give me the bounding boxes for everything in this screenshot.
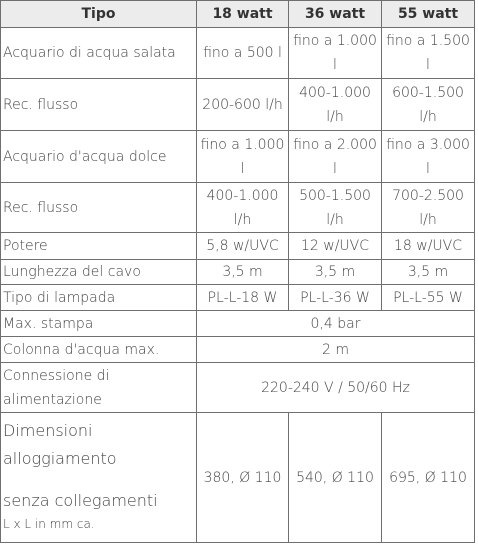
cell-36w: fino a 2.000 l [289, 131, 382, 183]
row-power-supply [1, 363, 475, 413]
cell-36w: 12 w/UVC [289, 233, 382, 260]
row-salt-aquarium [1, 28, 475, 79]
row-fresh-flow [1, 183, 475, 233]
cell-55w: 600-1.500 l/h [382, 79, 475, 131]
header-36-watt: 36 watt [289, 1, 382, 28]
cell-36w: 3,5 m [289, 260, 382, 285]
row-label: Tipo di lampada [1, 285, 197, 311]
cell-36w: 500-1.500 l/h [289, 183, 382, 233]
cell-55w: 3,5 m [382, 260, 475, 285]
cell-18w: 3,5 m [197, 260, 289, 285]
cell-all-models: 220-240 V / 50/60 Hz [197, 363, 475, 413]
header-55-watt: 55 watt [382, 1, 475, 28]
cell-55w: 695, Ø 110 [382, 413, 475, 543]
row-label: Acquario di acqua salata [1, 28, 197, 79]
cell-all-models: 0,4 bar [197, 311, 475, 337]
row-power [1, 233, 475, 260]
row-label: Potere [1, 233, 197, 260]
row-cable-length [1, 260, 475, 285]
label-line-1: Dimensioni [3, 421, 93, 440]
header-18-watt: 18 watt [197, 1, 289, 28]
row-label: Colonna d'acqua max. [1, 337, 197, 363]
row-salt-flow [1, 79, 475, 131]
header-tipo: Tipo [1, 1, 197, 28]
row-label: Rec. flusso [1, 79, 197, 131]
cell-55w: 700-2.500 l/h [382, 183, 475, 233]
row-lamp-type [1, 285, 475, 311]
label-line-2: alloggiamento [3, 449, 117, 468]
cell-55w: fino a 1.500 l [382, 28, 475, 79]
cell-36w: PL-L-36 W [289, 285, 382, 311]
row-label: Rec. flusso [1, 183, 197, 233]
cell-18w: fino a 1.000 l [197, 131, 289, 183]
cell-all-models: 2 m [197, 337, 475, 363]
cell-18w: fino a 500 l [197, 28, 289, 79]
header-row [1, 1, 475, 28]
cell-18w: PL-L-18 W [197, 285, 289, 311]
label-line-3: senza collegamenti [3, 491, 158, 510]
row-max-pressure [1, 311, 475, 337]
row-fresh-aquarium [1, 131, 475, 183]
row-label: Acquario d'acqua dolce [1, 131, 197, 183]
cell-36w: fino a 1.000 l [289, 28, 382, 79]
cell-36w: 400-1.000 l/h [289, 79, 382, 131]
label-line-4: L x L in mm ca. [3, 517, 95, 531]
cell-18w: 400-1.000 l/h [197, 183, 289, 233]
row-label: Max. stampa [1, 311, 197, 337]
row-housing-dimensions [1, 413, 475, 543]
row-water-column [1, 337, 475, 363]
cell-55w: 18 w/UVC [382, 233, 475, 260]
cell-18w: 380, Ø 110 [197, 413, 289, 543]
cell-18w: 5,8 w/UVC [197, 233, 289, 260]
cell-18w: 200-600 l/h [197, 79, 289, 131]
row-label [1, 413, 197, 543]
label-spacer [3, 473, 194, 487]
cell-55w: PL-L-55 W [382, 285, 475, 311]
cell-55w: fino a 3.000 l [382, 131, 475, 183]
cell-36w: 540, Ø 110 [289, 413, 382, 543]
row-label: Lunghezza del cavo [1, 260, 197, 285]
row-label: Connessione di alimentazione [1, 363, 197, 413]
